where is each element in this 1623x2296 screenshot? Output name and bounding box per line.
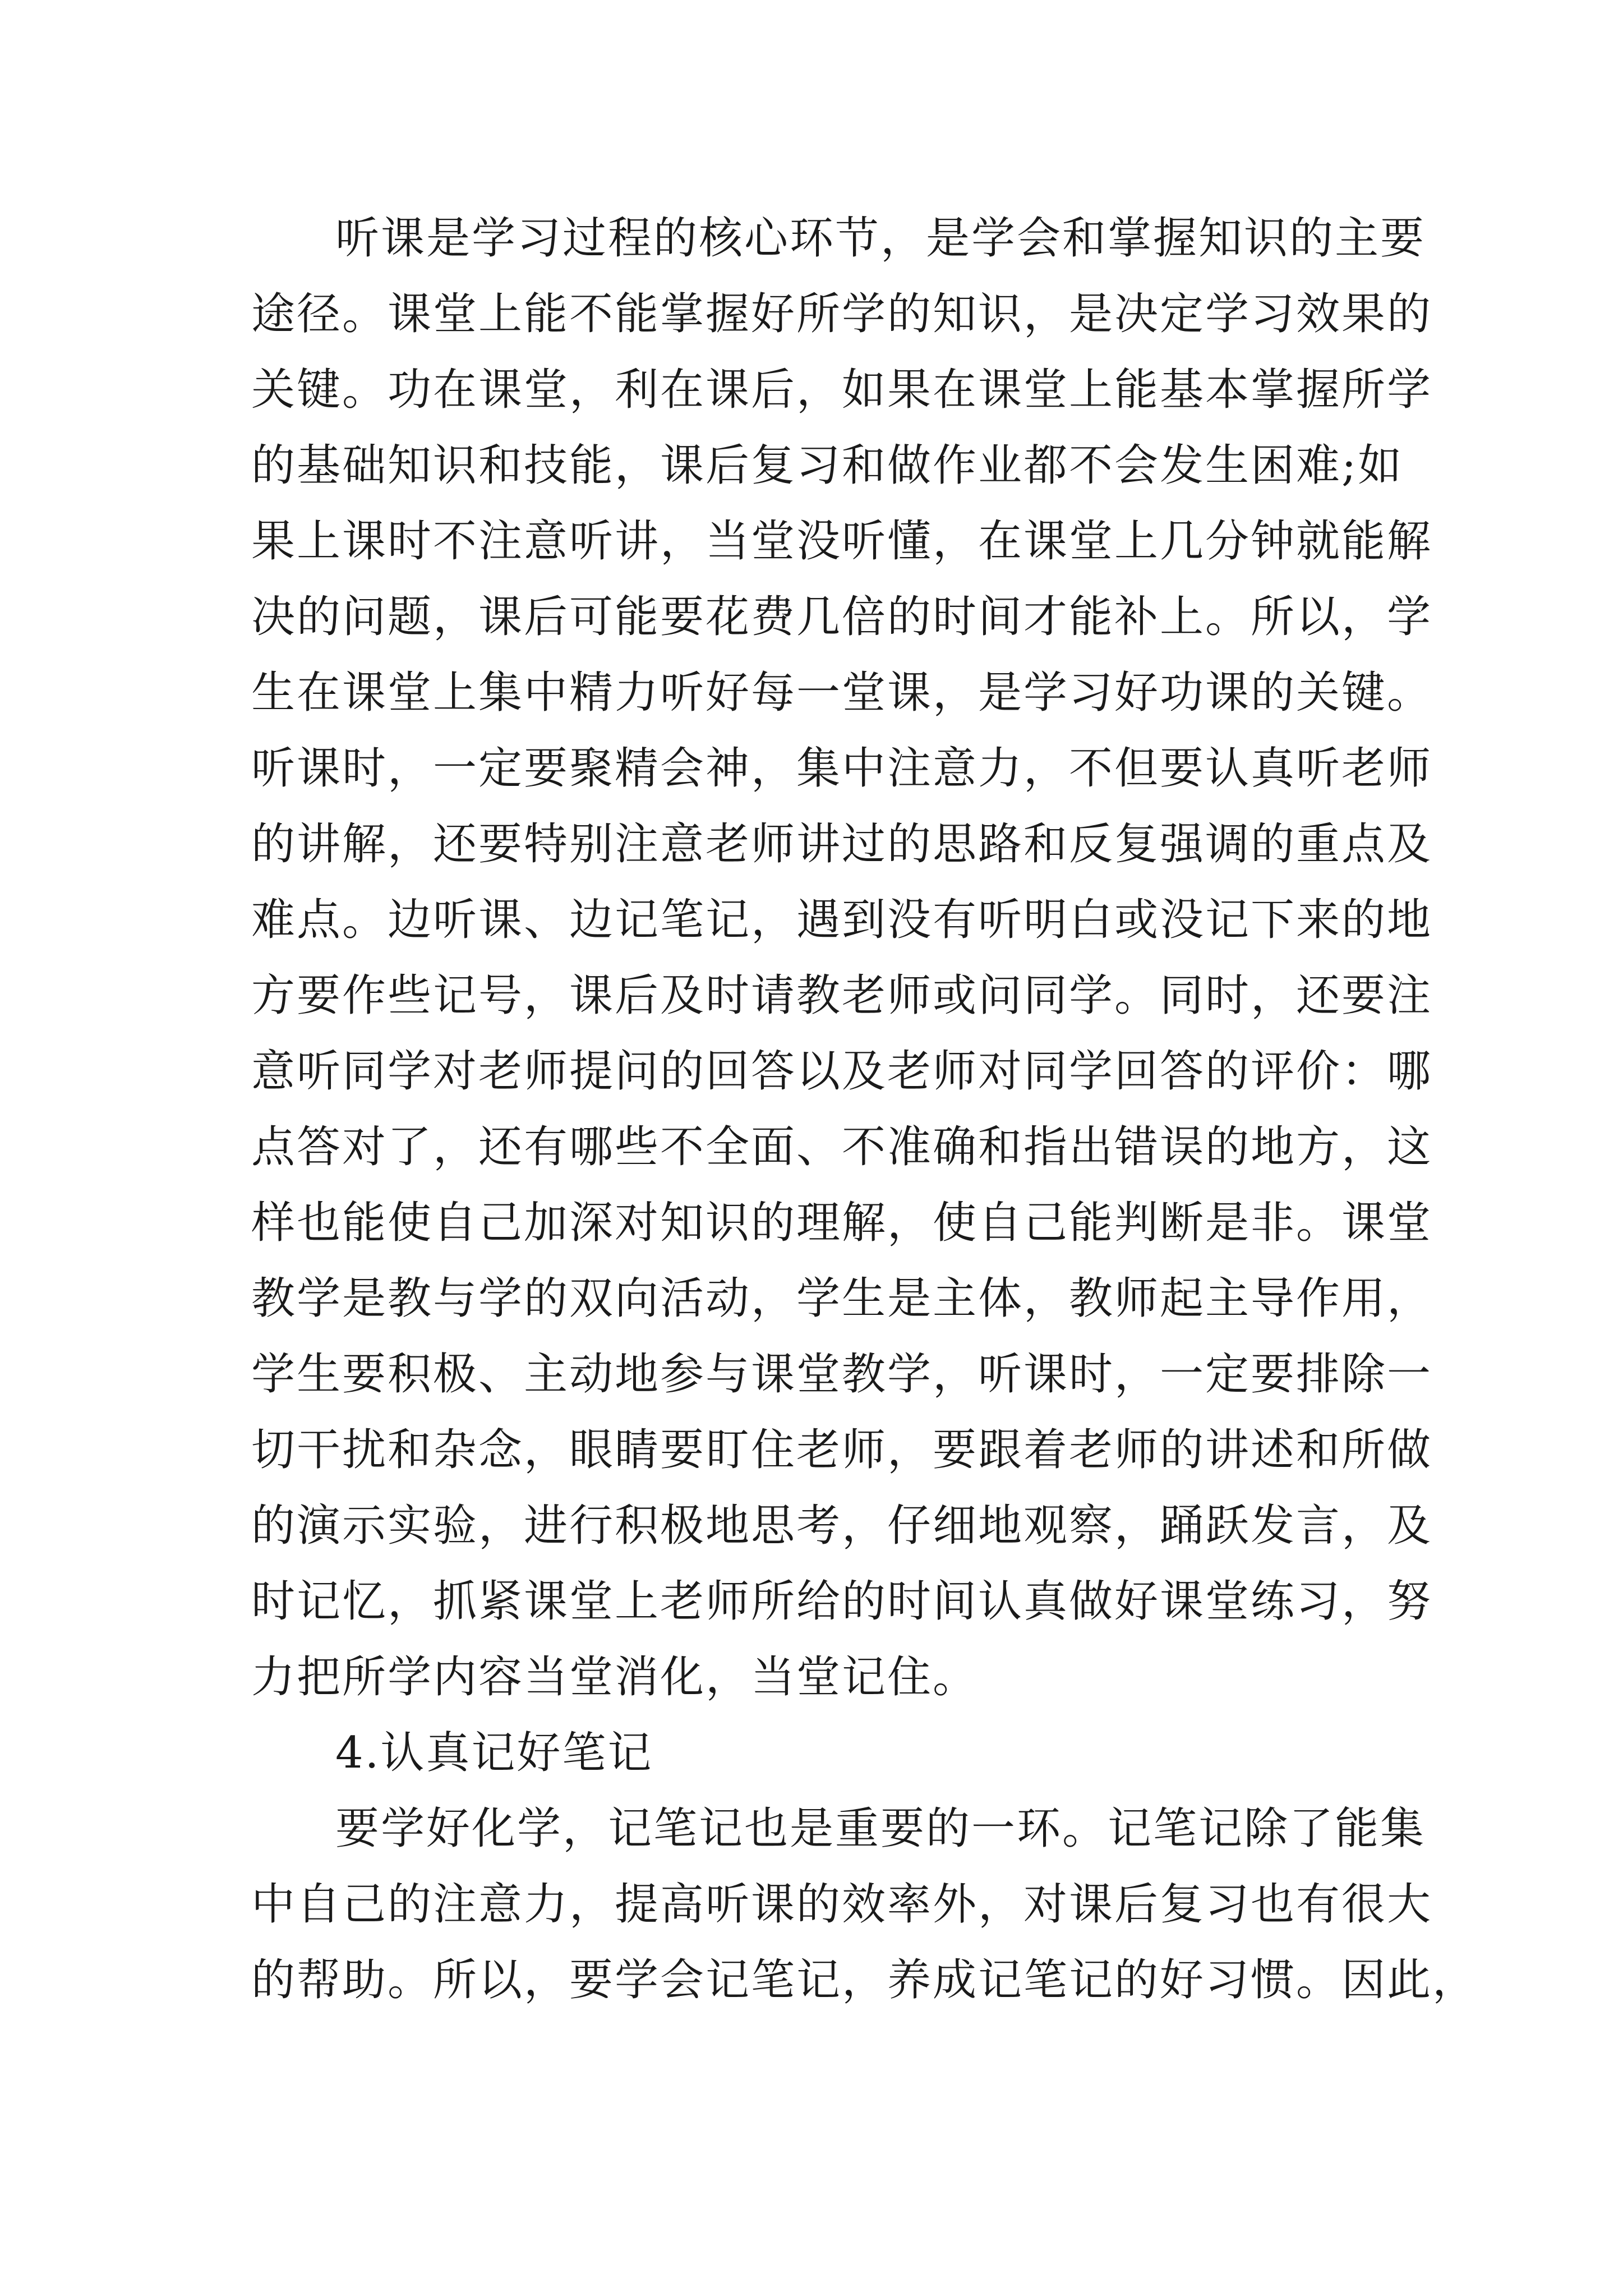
paragraph-line: 听课是学习过程的核心环节，是学会和掌握知识的主要: [335, 213, 1426, 264]
paragraph-line: 学生要积极、主动地参与课堂教学，听课时，一定要排除一: [251, 1349, 1433, 1400]
paragraph-line: 时记忆，抓紧课堂上老师所给的时间认真做好课堂练习，努: [251, 1576, 1433, 1627]
paragraph-line: 的讲解，还要特别注意老师讲过的思路和反复强调的重点及: [251, 819, 1433, 869]
paragraph-line: 切干扰和杂念，眼睛要盯住老师，要跟着老师的讲述和所做: [251, 1425, 1433, 1475]
paragraph-line: 果上课时不注意听讲，当堂没听懂，在课堂上几分钟就能解: [251, 516, 1433, 567]
paragraph-line: 点答对了，还有哪些不全面、不准确和指出错误的地方，这: [251, 1122, 1433, 1172]
paragraph-line: 难点。边听课、边记笔记，遇到没有听明白或没记下来的地: [251, 895, 1433, 945]
paragraph-line: 的演示实验，进行积极地思考，仔细地观察，踊跃发言，及: [251, 1501, 1433, 1551]
paragraph-line: 关键。功在课堂，利在课后，如果在课堂上能基本掌握所学: [251, 365, 1433, 415]
paragraph-line: 方要作些记号，课后及时请教老师或问同学。同时，还要注: [251, 970, 1433, 1021]
paragraph-line: 样也能使自己加深对知识的理解，使自己能判断是非。课堂: [251, 1198, 1433, 1248]
paragraph-line: 听课时，一定要聚精会神，集中注意力，不但要认真听老师: [251, 743, 1433, 794]
paragraph-line: 途径。课堂上能不能掌握好所学的知识，是决定学习效果的: [251, 289, 1433, 339]
paragraph-line: 决的问题，课后可能要花费几倍的时间才能补上。所以，学: [251, 592, 1433, 642]
paragraph-line: 的基础知识和技能，课后复习和做作业都不会发生困难;如: [251, 440, 1404, 491]
paragraph-line: 意听同学对老师提问的回答以及老师对同学回答的评价：哪: [251, 1046, 1433, 1097]
paragraph-line: 生在课堂上集中精力听好每一堂课，是学习好功课的关键。: [251, 668, 1433, 718]
paragraph-line: 要学好化学，记笔记也是重要的一环。记笔记除了能集: [335, 1803, 1426, 1854]
paragraph-line: 力把所学内容当堂消化，当堂记住。: [251, 1652, 979, 1703]
paragraph-line: 的帮助。所以，要学会记笔记，养成记笔记的好习惯。因此，: [251, 1955, 1478, 2005]
paragraph-line: 教学是教与学的双向活动，学生是主体，教师起主导作用，: [251, 1273, 1433, 1324]
section-heading: 4.认真记好笔记: [335, 1728, 653, 1778]
paragraph-line: 中自己的注意力，提高听课的效率外，对课后复习也有很大: [251, 1879, 1433, 1930]
